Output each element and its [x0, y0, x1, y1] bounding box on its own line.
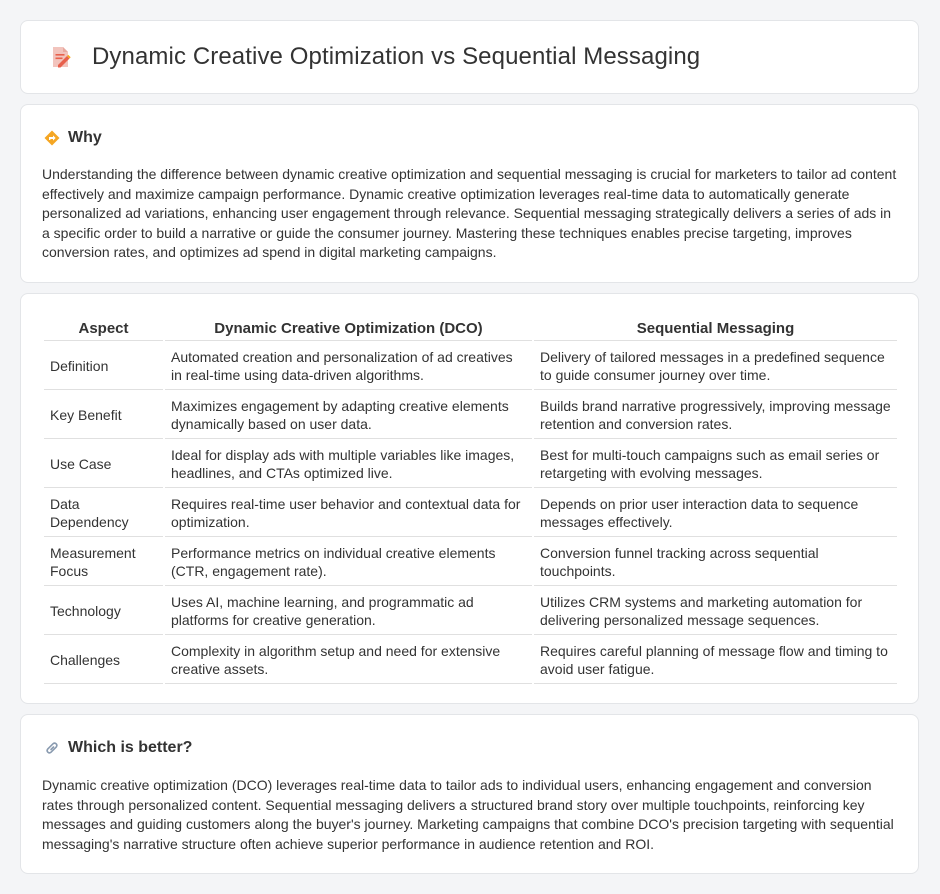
- better-text: Dynamic creative optimization (DCO) leverages real-time data to tailor ads to individual users, enhancing engagement and conversion rates through personalized content. Sequential messaging delivers a structured brand story over multiple touchpoints, reinforcing key messages and guiding customers along the buyer's journey. Marketing campaigns that combine DCO's precision targeting with sequential messaging's narrative structure often achieve superior performance in audience retention and ROI.: [42, 777, 894, 852]
- dco-cell: Uses AI, machine learning, and programmatic ad platforms for creative generation.: [165, 588, 532, 635]
- which-is-better-section: [20, 714, 919, 874]
- aspect-cell: Challenges: [44, 637, 163, 684]
- header-aspect: Aspect: [44, 317, 163, 341]
- table-header-row: [44, 317, 897, 341]
- why-text: Understanding the difference between dynamic creative optimization and sequential messaging is crucial for marketers to tailor ad content effectively and maximize campaign performance. Dynamic creative optimization leverages real-time data to automatically generate personalized ad variations, enhancing user engagement through relevance. Sequential messaging strategically delivers a series of ads in a specific order to build a narrative or guide the consumer journey. Mastering these techniques enables precise targeting, improves conversion rates, and optimizes ad spend in digital marketing campaigns.: [42, 166, 897, 260]
- page-title: Dynamic Creative Optimization vs Sequential Messaging: [92, 43, 701, 70]
- title-row: [21, 21, 918, 93]
- why-heading-row: [44, 129, 102, 147]
- aspect-cell: Measurement Focus: [44, 539, 163, 586]
- sequential-cell: Utilizes CRM systems and marketing automation for delivering personalized message sequences.: [534, 588, 897, 635]
- link-icon: [44, 740, 60, 756]
- table-row: [44, 343, 897, 390]
- why-heading: Why: [68, 129, 102, 146]
- dco-cell: Requires real-time user behavior and contextual data for optimization.: [165, 490, 532, 537]
- comparison-section: [20, 293, 919, 704]
- header-dco: Dynamic Creative Optimization (DCO): [165, 317, 532, 341]
- table-row: [44, 588, 897, 635]
- document-edit-icon: [47, 44, 73, 70]
- header-sequential: Sequential Messaging: [534, 317, 897, 341]
- dco-cell: Performance metrics on individual creative elements (CTR, engagement rate).: [165, 539, 532, 586]
- table-row: [44, 490, 897, 537]
- sequential-cell: Builds brand narrative progressively, improving message retention and conversion rates.: [534, 392, 897, 439]
- table-row: [44, 392, 897, 439]
- table-row: [44, 637, 897, 684]
- diamond-signpost-icon: [44, 130, 60, 146]
- better-heading: Which is better?: [68, 739, 193, 756]
- table-row: [44, 539, 897, 586]
- aspect-cell: Technology: [44, 588, 163, 635]
- table-row: [44, 441, 897, 488]
- why-section: [20, 104, 919, 283]
- comparison-table: [42, 315, 899, 686]
- dco-cell: Complexity in algorithm setup and need for extensive creative assets.: [165, 637, 532, 684]
- sequential-cell: Depends on prior user interaction data to sequence messages effectively.: [534, 490, 897, 537]
- dco-cell: Ideal for display ads with multiple variables like images, headlines, and CTAs optimized live.: [165, 441, 532, 488]
- sequential-cell: Best for multi-touch campaigns such as email series or retargeting with evolving messages.: [534, 441, 897, 488]
- aspect-cell: Key Benefit: [44, 392, 163, 439]
- aspect-cell: Data Dependency: [44, 490, 163, 537]
- title-card: [20, 20, 919, 94]
- aspect-cell: Definition: [44, 343, 163, 390]
- sequential-cell: Conversion funnel tracking across sequential touchpoints.: [534, 539, 897, 586]
- dco-cell: Automated creation and personalization of ad creatives in real-time using data-driven algorithms.: [165, 343, 532, 390]
- sequential-cell: Delivery of tailored messages in a predefined sequence to guide consumer journey over time.: [534, 343, 897, 390]
- aspect-cell: Use Case: [44, 441, 163, 488]
- better-heading-row: [44, 739, 192, 757]
- sequential-cell: Requires careful planning of message flow and timing to avoid user fatigue.: [534, 637, 897, 684]
- dco-cell: Maximizes engagement by adapting creative elements dynamically based on user data.: [165, 392, 532, 439]
